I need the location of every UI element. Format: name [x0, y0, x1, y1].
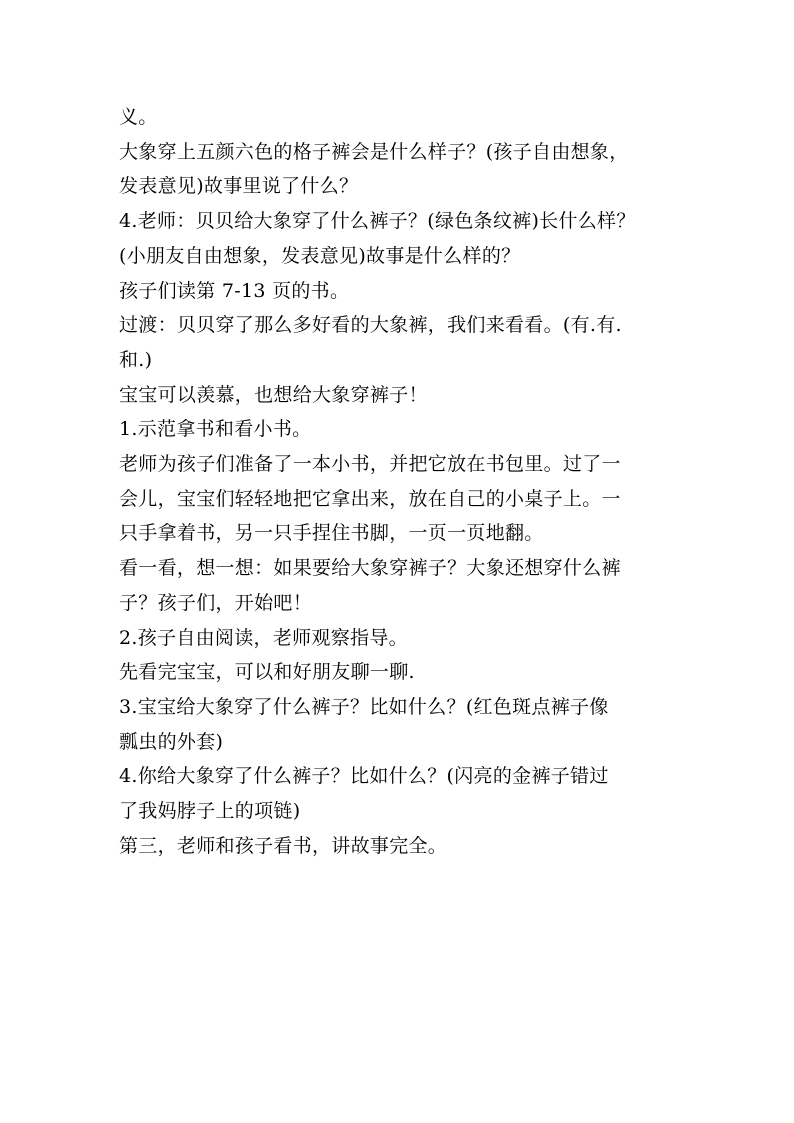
text-line: 第三，老师和孩子看书，讲故事完全。: [119, 834, 448, 857]
text-line: 发表意见)故事里说了什么？: [119, 175, 359, 198]
text-line: 1.示范拿书和看小书。: [119, 418, 312, 441]
text-line: 过渡：贝贝穿了那么多好看的大象裤，我们来看看。(有.有.: [119, 314, 622, 337]
text-line: 了我妈脖子上的项链): [119, 800, 301, 823]
text-line: 看一看，想一想：如果要给大象穿裤子？大象还想穿什么裤: [119, 557, 621, 580]
text-line: 只手拿着书，另一只手捏住书脚，一页一页地翻。: [119, 522, 544, 545]
text-line: 宝宝可以羡慕，也想给大象穿裤子！: [119, 383, 428, 406]
text-line: 大象穿上五颜六色的格子裤会是什么样子？(孩子自由想象，: [119, 140, 629, 163]
text-line: 瓢虫的外套): [119, 730, 224, 753]
text-line: 老师为孩子们准备了一本小书，并把它放在书包里。过了一: [119, 453, 621, 476]
text-line: 会儿，宝宝们轻轻地把它拿出来，放在自己的小桌子上。一: [119, 487, 621, 510]
text-line: 4.你给大象穿了什么裤子？比如什么？(闪亮的金裤子错过: [119, 765, 609, 788]
text-line: 3.宝宝给大象穿了什么裤子？比如什么？(红色斑点裤子像: [119, 695, 609, 718]
text-line: 和.): [119, 348, 153, 371]
text-line: 4.老师：贝贝给大象穿了什么裤子？(绿色条纹裤)长什么样？: [119, 210, 636, 233]
document-body: [119, 100, 679, 863]
text-line: 义。: [119, 106, 158, 128]
text-line: (小朋友自由想象，发表意见)故事是什么样的？: [119, 244, 521, 267]
text-line: 子？孩子们，开始吧！: [119, 591, 313, 614]
text-line: 孩子们读第 7-13 页的书。: [119, 279, 350, 302]
text-line: 先看完宝宝，可以和好朋友聊一聊.: [119, 661, 415, 684]
text-line: 2.孩子自由阅读，老师观察指导。: [119, 626, 408, 649]
